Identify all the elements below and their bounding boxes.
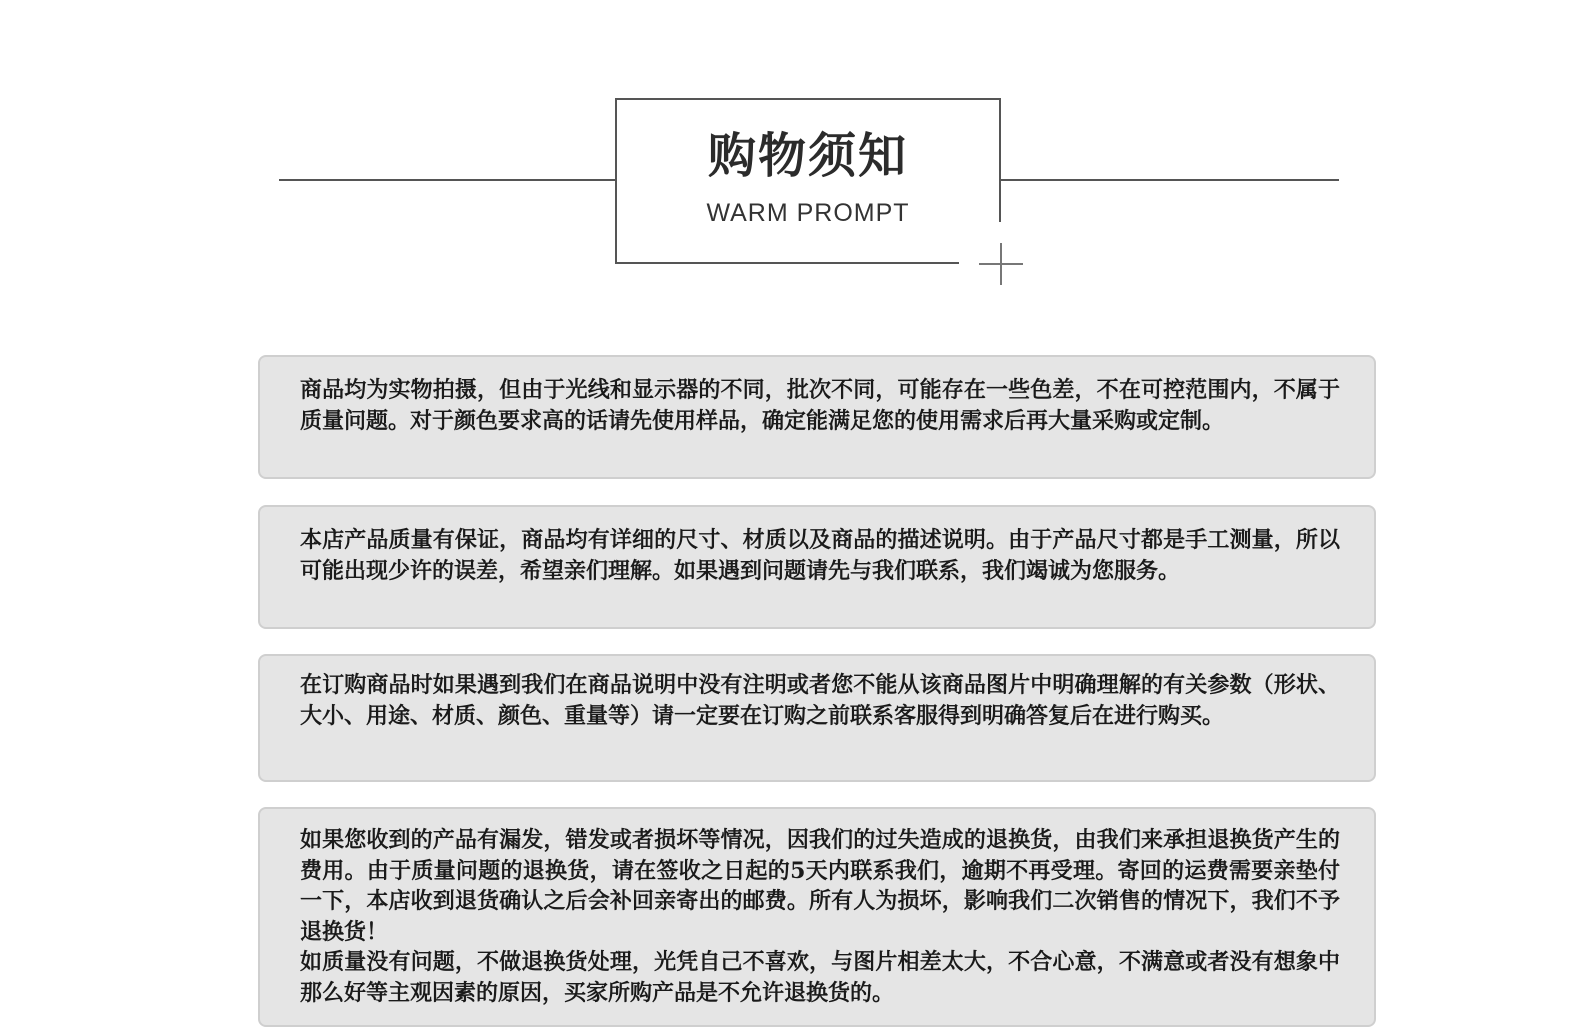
notice-box (258, 505, 1376, 629)
notice-box (258, 654, 1376, 782)
page-subtitle: WARM PROMPT (706, 199, 910, 227)
header-rule-left (279, 179, 615, 181)
notice-text: 在订购商品时如果遇到我们在商品说明中没有注明或者您不能从该商品图片中明确理解的有关参数（形状、大小、用途、材质、颜色、重量等）请一定要在订购之前联系客服得到明确答复后在进行购买。 (300, 672, 1340, 729)
plus-mark-vertical (1000, 243, 1002, 285)
notice-text: 如果您收到的产品有漏发，错发或者损坏等情况，因我们的过失造成的退换货，由我们来承担退换货产生的费用。由于质量问题的退换货，请在签收之日起的5天内联系我们，逾期不再受理。寄回的运费需要亲垫付一下，本店收到退货确认之后会补回亲寄出的邮费。所有人为损坏，影响我们二次销售的情况下，我们不予退换货！ 如质量没有问题，不做退换货处理，光凭自己不喜欢，与图片相差太大，不合心意，不满意或者没有想象中那么好等主观因素的原因，买家所购产品是不允许退换货的。 (300, 827, 1340, 1006)
notice-box (258, 355, 1376, 479)
title-frame-bottom-edge (615, 262, 959, 264)
notice-text: 商品均为实物拍摄，但由于光线和显示器的不同，批次不同，可能存在一些色差，不在可控范围内，不属于质量问题。对于颜色要求高的话请先使用样品，确定能满足您的使用需求后再大量采购或定制。 (300, 377, 1340, 434)
header (0, 0, 1580, 300)
header-rule-right (1001, 179, 1339, 181)
page-title: 购物须知 (707, 128, 908, 184)
notice-text: 本店产品质量有保证，商品均有详细的尺寸、材质以及商品的描述说明。由于产品尺寸都是手工测量，所以可能出现少许的误差，希望亲们理解。如果遇到问题请先与我们联系，我们竭诚为您服务。 (300, 527, 1340, 584)
notice-box (258, 807, 1376, 1027)
